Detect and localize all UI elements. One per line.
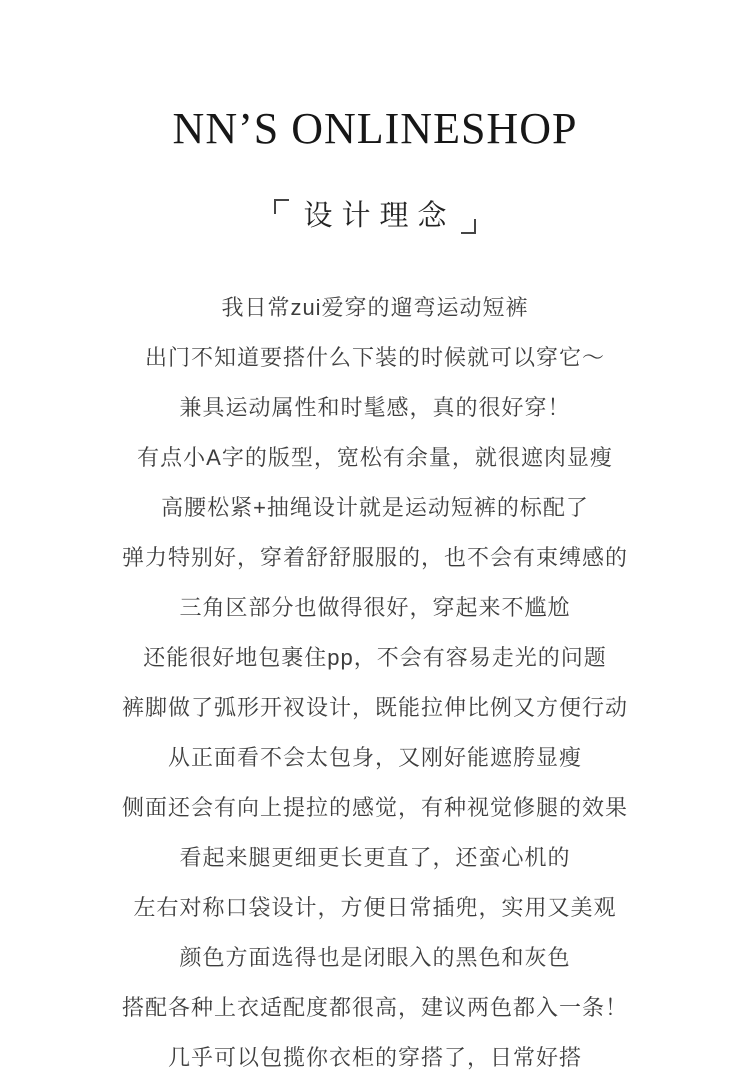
description-line: 颜色方面选得也是闭眼入的黑色和灰色 [179, 945, 571, 970]
description-line: 还能很好地包裹住pp，不会有容易走光的问题 [143, 645, 607, 670]
description-line: 弹力特别好，穿着舒舒服服的，也不会有束缚感的 [121, 545, 628, 570]
shop-title: NN’S ONLINESHOP [172, 104, 578, 153]
description-text [0, 283, 750, 1083]
description-line: 兼具运动属性和时髦感，真的很好穿！ [179, 395, 571, 420]
description-line: 从正面看不会太包身，又刚好能遮胯显瘦 [167, 745, 582, 770]
description-line: 搭配各种上衣适配度都很高，建议两色都入一条！ [121, 995, 628, 1020]
description-line: 出门不知道要搭什么下装的时候就可以穿它～ [144, 345, 605, 370]
section-header [0, 192, 750, 240]
description-line: 裤脚做了弧形开衩设计，既能拉伸比例又方便行动 [121, 695, 628, 720]
corner-bracket-close-icon [461, 219, 476, 234]
description-line: 侧面还会有向上提拉的感觉，有种视觉修腿的效果 [121, 795, 628, 820]
description-line: 有点小A字的版型，宽松有余量，就很遮肉显瘦 [137, 445, 613, 470]
description-line: 左右对称口袋设计，方便日常插兜，实用又美观 [133, 895, 617, 920]
description-line: 高腰松紧+抽绳设计就是运动短裤的标配了 [161, 495, 589, 520]
description-line: 三角区部分也做得很好，穿起来不尴尬 [179, 595, 571, 620]
corner-bracket-open-icon [274, 199, 289, 214]
description-line: 我日常zui爱穿的遛弯运动短裤 [221, 295, 529, 320]
description-line: 几乎可以包揽你衣柜的穿搭了，日常好搭 [167, 1045, 582, 1070]
description-line: 看起来腿更细更长更直了，还蛮心机的 [179, 845, 571, 870]
section-title: 设计理念 [303, 200, 456, 232]
